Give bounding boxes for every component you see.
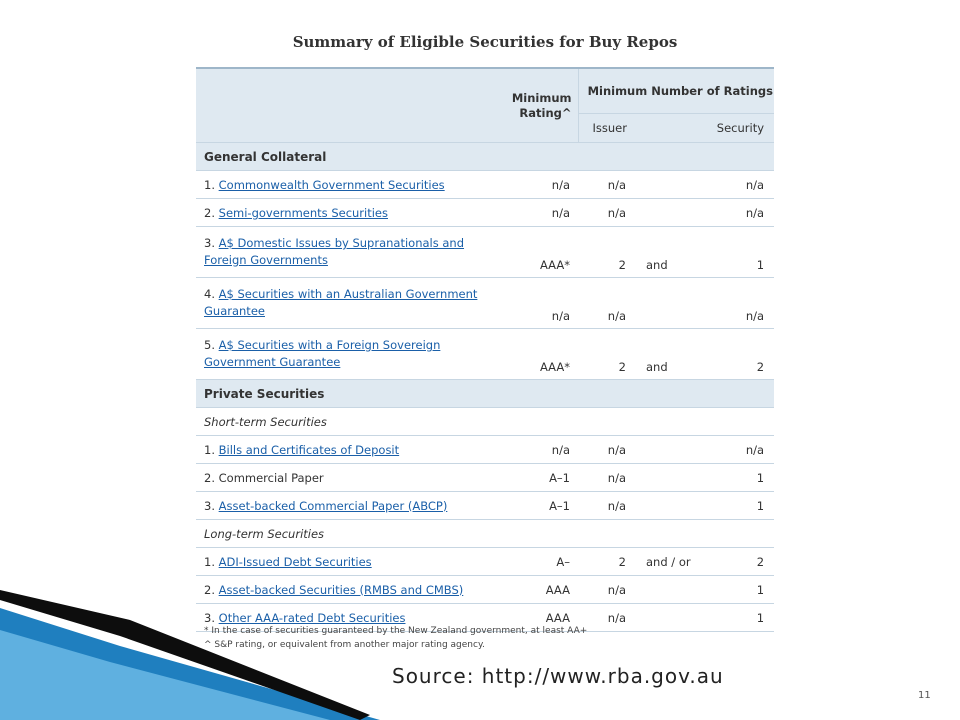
header-empty-cell (196, 68, 496, 143)
row-number: 3. (204, 610, 219, 625)
table-row (196, 436, 774, 464)
conjunction-cell (626, 492, 696, 520)
subsection-long-term: Long-term Securities (196, 520, 774, 548)
subsection-short-term: Short-term Securities (196, 408, 774, 436)
row-number: 5. (204, 338, 219, 352)
foreign-sovereign-guarantee-link[interactable]: A$ Securities with a Foreign Sovereign Government Guarantee (204, 338, 441, 369)
conjunction-cell: and (626, 227, 696, 278)
security-cell: n/a (696, 171, 774, 199)
eligible-securities-table (196, 67, 774, 632)
conjunction-cell: and (626, 329, 696, 380)
header-issuer: Issuer (578, 114, 696, 143)
row-name-cell (196, 171, 496, 199)
section-general-collateral: General Collateral (196, 143, 774, 171)
abcp-link[interactable]: Asset-backed Commercial Paper (ABCP) (218, 498, 448, 513)
conjunction-cell (626, 464, 696, 492)
security-cell: 1 (696, 464, 774, 492)
security-cell: 2 (696, 548, 774, 576)
conjunction-cell (626, 278, 696, 329)
table-row (196, 227, 774, 278)
security-cell: n/a (696, 199, 774, 227)
adi-issued-debt-link[interactable]: ADI-Issued Debt Securities (218, 554, 372, 569)
issuer-cell: 2 (578, 329, 626, 380)
min-rating-cell: n/a (496, 436, 578, 464)
issuer-cell: n/a (578, 492, 626, 520)
issuer-cell: n/a (578, 278, 626, 329)
slide-corner-decoration (0, 590, 380, 720)
min-rating-cell: AAA* (496, 329, 578, 380)
row-name-cell (196, 227, 496, 278)
conjunction-cell: and / or (626, 548, 696, 576)
min-rating-cell: A–1 (496, 464, 578, 492)
issuer-cell: n/a (578, 436, 626, 464)
australian-government-guarantee-link[interactable]: A$ Securities with an Australian Government Guarantee (204, 287, 478, 318)
table-row (196, 199, 774, 227)
table-row (196, 278, 774, 329)
row-name-cell (196, 278, 496, 329)
row-number: 2. (204, 470, 219, 485)
row-number: 3. (204, 236, 219, 250)
issuer-cell: n/a (578, 576, 626, 604)
row-name-cell (196, 436, 496, 464)
commercial-paper-label: Commercial Paper (218, 470, 324, 485)
header-minimum-number: Minimum Number of Ratings (578, 68, 774, 114)
table-row (196, 492, 774, 520)
row-name-cell (196, 464, 496, 492)
row-name-cell (196, 329, 496, 380)
supranationals-foreign-governments-link[interactable]: A$ Domestic Issues by Supranationals and Foreign Governments (204, 236, 465, 267)
table-row (196, 171, 774, 199)
row-number: 1. (204, 177, 219, 192)
row-number: 1. (204, 442, 219, 457)
min-rating-cell: AAA (496, 576, 578, 604)
section-private-securities: Private Securities (196, 380, 774, 408)
rmbs-cmbs-link[interactable]: Asset-backed Securities (RMBS and CMBS) (218, 582, 464, 597)
min-rating-cell: n/a (496, 199, 578, 227)
other-aaa-debt-link[interactable]: Other AAA-rated Debt Securities (218, 610, 406, 625)
row-number: 4. (204, 287, 219, 301)
conjunction-cell (626, 436, 696, 464)
bills-certificates-deposit-link[interactable]: Bills and Certificates of Deposit (218, 442, 400, 457)
security-cell: 1 (696, 576, 774, 604)
issuer-cell: n/a (578, 199, 626, 227)
header-security: Security (696, 114, 774, 143)
conjunction-cell (626, 171, 696, 199)
security-cell: 1 (696, 604, 774, 632)
table-row (196, 464, 774, 492)
min-rating-cell: A–1 (496, 492, 578, 520)
security-cell: 2 (696, 329, 774, 380)
row-name-cell (196, 548, 496, 576)
footnote-nz-guarantee: * In the case of securities guaranteed by the New Zealand government, at least AA+ (204, 626, 588, 636)
issuer-cell: n/a (578, 171, 626, 199)
min-rating-cell: A– (496, 548, 578, 576)
row-name-cell (196, 492, 496, 520)
table-header-row (196, 68, 774, 114)
header-minimum-rating-label: Minimum Rating^ (511, 90, 572, 120)
issuer-cell: n/a (578, 464, 626, 492)
page-number: 11 (918, 690, 931, 701)
issuer-cell: 2 (578, 548, 626, 576)
page-title: Summary of Eligible Securities for Buy Repos (292, 33, 678, 51)
source-citation: Source: http://www.rba.gov.au (392, 664, 724, 688)
issuer-cell: n/a (578, 604, 626, 632)
security-cell: n/a (696, 436, 774, 464)
conjunction-cell (626, 199, 696, 227)
row-number: 2. (204, 205, 219, 220)
table-row (196, 329, 774, 380)
min-rating-cell: n/a (496, 171, 578, 199)
min-rating-cell: n/a (496, 278, 578, 329)
min-rating-cell: AAA* (496, 227, 578, 278)
security-cell: n/a (696, 278, 774, 329)
table-row (196, 548, 774, 576)
security-cell: 1 (696, 227, 774, 278)
row-number: 3. (204, 498, 219, 513)
conjunction-cell (626, 576, 696, 604)
row-number: 2. (204, 582, 219, 597)
header-minimum-rating (496, 68, 578, 143)
commonwealth-government-securities-link[interactable]: Commonwealth Government Securities (218, 177, 445, 192)
row-number: 1. (204, 554, 219, 569)
security-cell: 1 (696, 492, 774, 520)
semi-governments-securities-link[interactable]: Semi-governments Securities (218, 205, 388, 220)
footnote-sp-rating: ^ S&P rating, or equivalent from another major rating agency. (204, 640, 485, 650)
row-name-cell (196, 199, 496, 227)
min-rating-cell: AAA (496, 604, 578, 632)
issuer-cell: 2 (578, 227, 626, 278)
